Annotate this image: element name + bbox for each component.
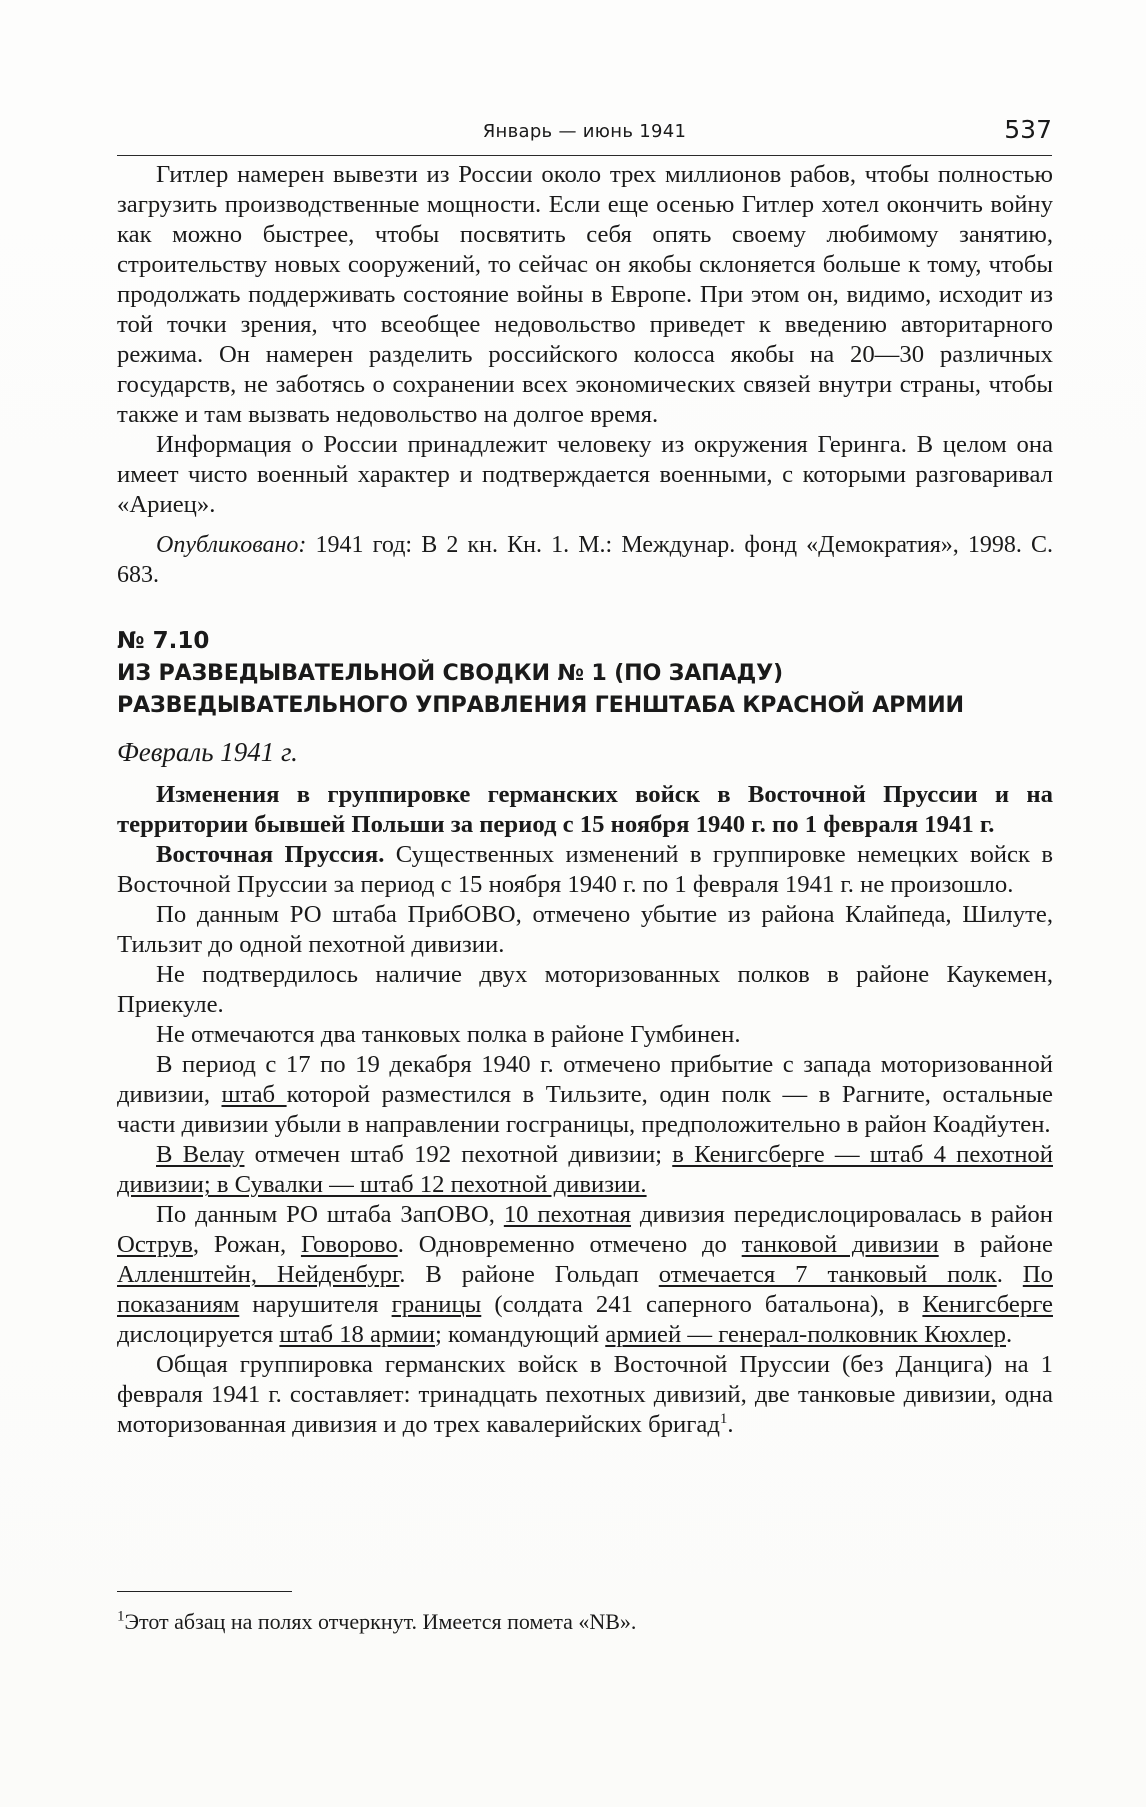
document-title: ИЗ РАЗВЕДЫВАТЕЛЬНОЙ СВОДКИ № 1 (ПО ЗАПАДУ) РАЗВЕДЫВАТЕЛЬНОГО УПРАВЛЕНИЯ ГЕНШТАБА КРАСНОЙ АРМИИ — [117, 660, 964, 718]
underlined-text: В Велау — [156, 1141, 245, 1168]
paragraph-text: которой разместился в Тильзите, один полк — в Рагните, остальные части дивизии убыли в направлении госграницы, предположительно в район Коадйутен. — [117, 1081, 1053, 1138]
underlined-text: отмечается 7 танковый полк — [658, 1261, 997, 1288]
footnote-divider — [117, 1591, 292, 1592]
underlined-text: танковой дивизии — [741, 1231, 939, 1258]
paragraph-text: ; командующий — [435, 1321, 606, 1348]
footnote — [117, 1608, 636, 1636]
page-number: 537 — [1004, 115, 1052, 144]
intro-paragraph-2: Информация о России принадлежит человеку из окружения Геринга. В целом она имеет чисто военный характер и подтверждается военными, с которыми разговаривал «Ариец». — [117, 431, 1053, 518]
paragraph-text: По данным РО штаба ЗапОВО, — [156, 1201, 504, 1228]
running-head: Январь — июнь 1941 — [482, 121, 687, 142]
underlined-text: штаб 18 армии — [279, 1321, 436, 1348]
underlined-text: 10 пехотная — [503, 1201, 632, 1228]
underlined-text: в Кенигсберге — штаб 4 пехотной дивизии; в Сувалки — штаб 12 пехотной дивизии. — [117, 1141, 1053, 1198]
paragraph-text: . В районе Гольдап — [399, 1261, 659, 1288]
section-paragraph-2: По данным РО штаба ПрибОВО, отмечено убытие из района Клайпеда, Шилуте, Тильзит до одной пехотной дивизии. — [117, 901, 1053, 958]
paragraph-text: . — [1006, 1321, 1013, 1348]
paragraph-text: В период с 17 по 19 декабря 1940 г. отмечено прибытие с запада моторизованной дивизии, — [117, 1051, 1053, 1108]
section-heading — [117, 780, 1053, 840]
underlined-text: По показаниям — [117, 1261, 1053, 1318]
subheading-east-prussia: Восточная Пруссия. — [156, 841, 385, 868]
section-paragraph-7 — [117, 1200, 1053, 1350]
section-paragraph-6 — [117, 1140, 1053, 1200]
section-paragraph-5 — [117, 1050, 1053, 1140]
paragraph-text: . Одновременно отмечено до — [397, 1231, 742, 1258]
intro-paragraph-1: Гитлер намерен вывезти из России около трех миллионов рабов, чтобы полностью загрузить производственные мощности. Если еще осенью Гитлер хотел окончить войну как можно быстрее, чтобы посвятить себя опять своему любимому занятию, строительству новых сооружений, то сейчас он якобы склоняется больше к тому, чтобы продолжать поддерживать состояние войны в Европе. При этом он, видимо, исходит из той точки зрения, что всеобщее недовольство приведет к введению авторитарного режима. Он намерен разделить российского колосса якобы на 20—30 различных государств, не заботясь о сохранении всех экономических связей внутри страны, чтобы также и там вызвать недовольство на долгое время. — [117, 161, 1053, 428]
paragraph-text: Существенных изменений в группировке немецких войск в Восточной Пруссии за период с 15 ноября 1940 г. по 1 февраля 1941 г. не произошло. — [117, 841, 1054, 898]
footnote-reference[interactable]: 1 — [719, 1410, 728, 1427]
page-header — [117, 115, 1052, 156]
footnote-text: Этот абзац на полях отчеркнут. Имеется помета «NB». — [124, 1609, 637, 1634]
section-paragraph-3: Не подтвердилось наличие двух моторизованных полков в районе Каукемен, Приекуле. — [117, 961, 1053, 1018]
section-paragraph-4: Не отмечаются два танковых полка в районе Гумбинен. — [156, 1021, 741, 1048]
paragraph-text: в районе — [938, 1231, 1054, 1258]
paragraph-text: нарушителя — [239, 1291, 392, 1318]
document-date: Февраль 1941 г. — [117, 737, 298, 767]
paragraph-text: дислоцируется — [117, 1321, 280, 1348]
underlined-text: армией — генерал-полковник Кюхлер — [605, 1321, 1006, 1348]
paragraph-text: , Рожан, — [192, 1231, 301, 1258]
footnote-marker: 1 — [117, 1608, 125, 1625]
paragraph-text: . — [996, 1261, 1023, 1288]
paragraph-text: Общая группировка германских войск в Восточной Пруссии (без Данцига) на 1 февраля 1941 г. составляет: тринадцать пехотных дивизий, две танковые дивизии, одна моторизованная дивизия и до трех кавалерийских бригад — [117, 1351, 1053, 1438]
publication-note — [117, 530, 1053, 590]
underlined-text: границы — [391, 1291, 482, 1318]
document-number: № 7.10 — [117, 628, 210, 654]
section-paragraph-8 — [117, 1350, 1053, 1440]
underlined-text: Алленштейн, Нейденбург — [117, 1261, 400, 1288]
publication-label: Опубликовано: — [156, 532, 307, 558]
page-body — [117, 160, 1053, 1440]
underlined-text: Острув — [117, 1231, 193, 1258]
underlined-text: Кенигсберге — [922, 1291, 1053, 1318]
paragraph-text: (солдата 241 саперного батальона), в — [481, 1291, 923, 1318]
underlined-text: штаб — [221, 1081, 287, 1108]
paragraph-text: отмечен штаб 192 пехотной дивизии; — [244, 1141, 673, 1168]
section-heading-text: Изменения в группировке германских войск в Восточной Пруссии и на территории бывшей Польши за период с 15 ноября 1940 г. по 1 февраля 1941 г. — [117, 781, 1053, 838]
underlined-text: Говорово — [300, 1231, 398, 1258]
section-paragraph-1 — [117, 840, 1053, 900]
paragraph-text: дивизия передислоцировалась в район — [631, 1201, 1053, 1228]
publication-source: 1941 год: В 2 кн. Кн. 1. М.: Междунар. фонд «Демократия», 1998. С. 683. — [117, 532, 1053, 588]
paragraph-text: . — [727, 1411, 734, 1438]
